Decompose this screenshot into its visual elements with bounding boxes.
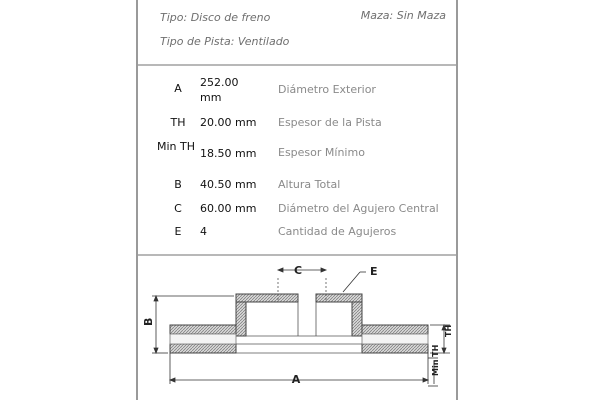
divider [138,64,456,66]
dim-label-c: C [293,264,303,277]
tipo-text: Tipo: Disco de freno [160,11,271,24]
vent-vanes [170,334,428,344]
spec-label: Altura Total [278,178,341,191]
dim-label-b: B [142,317,155,326]
spec-value: 4 [200,225,207,238]
spec-symbol: B [174,178,182,191]
brake-disc-spec-card [136,0,458,400]
spec-symbol: C [174,202,182,215]
spec-row-a [138,74,456,104]
spec-label: Diámetro Exterior [278,83,376,96]
spec-value: 60.00 mm [200,202,257,215]
spec-value: 252.00 mm [200,76,239,104]
spec-symbol: A [174,82,182,95]
divider [138,254,456,256]
dim-label-a: A [291,373,301,386]
spec-label: Espesor de la Pista [278,116,382,129]
spec-symbol: TH [170,116,186,129]
spec-value: 20.00 mm [200,116,257,129]
spec-row-e [138,223,456,253]
spec-symbol: Min TH [156,140,195,153]
pista-text: Tipo de Pista: Ventilado [160,35,290,48]
brake-disc-diagram [138,258,456,398]
dim-label-e: E [370,265,378,278]
disc-cross-section [138,258,456,398]
dim-label-min-th: Min TH [431,344,440,376]
spec-row-min-th [138,138,456,168]
dim-label-th: TH [444,324,453,337]
spec-label: Cantidad de Agujeros [278,225,397,238]
spec-label: Espesor Mínimo [278,146,365,159]
spec-label: Diámetro del Agujero Central [278,202,439,215]
spec-value: 40.50 mm [200,178,257,191]
maza-text: Maza: Sin Maza [360,9,446,22]
spec-symbol: E [174,225,182,238]
spec-value: 18.50 mm [200,147,257,160]
hub-lines [236,278,362,353]
header [138,0,456,66]
